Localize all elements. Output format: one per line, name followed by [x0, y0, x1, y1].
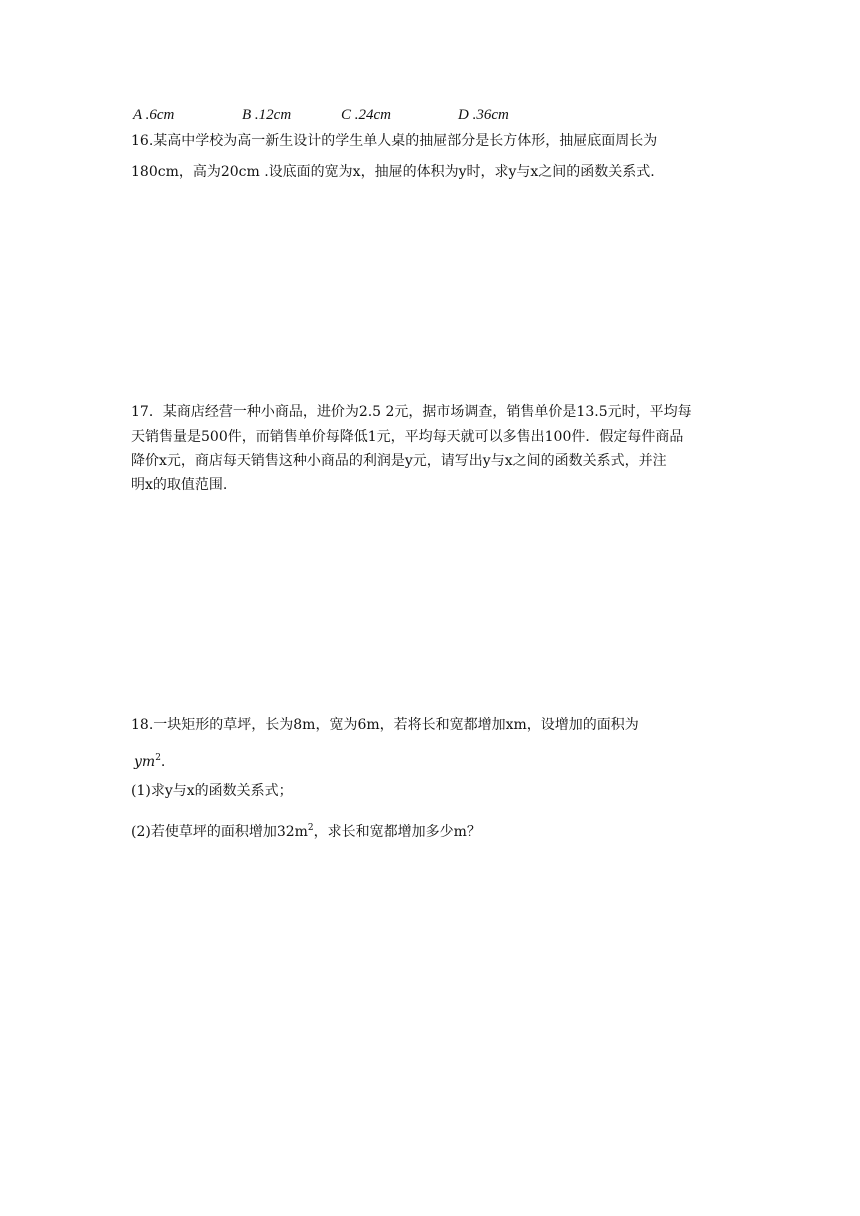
part-2-post: ，求长和宽都增加多少m？	[313, 824, 481, 840]
question-18-line-2	[134, 748, 165, 772]
question-16-line-2: 180cm，高为20cm .设底面的宽为x，抽屉的体积为y时，求y与x之间的函数关系式.	[131, 164, 655, 180]
area-unit-base: ym	[134, 754, 156, 770]
question-17-line-1: 17．某商店经营一种小商品，进价为2.5 2元，据市场调查，销售单价是13.5元时，平均每	[131, 404, 692, 420]
question-18-line-1: 18.一块矩形的草坪，长为8m，宽为6m，若将长和宽都增加xm，设增加的面积为	[131, 717, 639, 733]
question-18-part-2	[131, 818, 481, 842]
option-b: B .12cm	[242, 107, 292, 123]
option-c: C .24cm	[341, 107, 391, 123]
question-16-line-1: 16.某高中学校为高一新生设计的学生单人桌的抽屉部分是长方体形，抽屉底面周长为	[131, 133, 658, 149]
area-unit-tail: .	[160, 754, 166, 770]
question-17-line-4: 明x的取值范围.	[131, 477, 228, 493]
part-2-pre: (2)若使草坪的面积增加32m	[131, 824, 308, 840]
option-a: A .6cm	[133, 107, 175, 123]
question-17-line-3: 降价x元，商店每天销售这种小商品的利润是y元，请写出y与x之间的函数关系式，并注	[131, 453, 667, 469]
option-d: D .36cm	[458, 107, 509, 123]
question-17-line-2: 天销售量是500件，而销售单价每降低1元，平均每天就可以多售出100件．假定每件商品	[131, 429, 684, 445]
question-18-part-1: (1)求y与x的函数关系式；	[131, 783, 293, 799]
area-unit-sup: 2	[155, 753, 161, 763]
part-2-sup: 2	[307, 823, 314, 833]
